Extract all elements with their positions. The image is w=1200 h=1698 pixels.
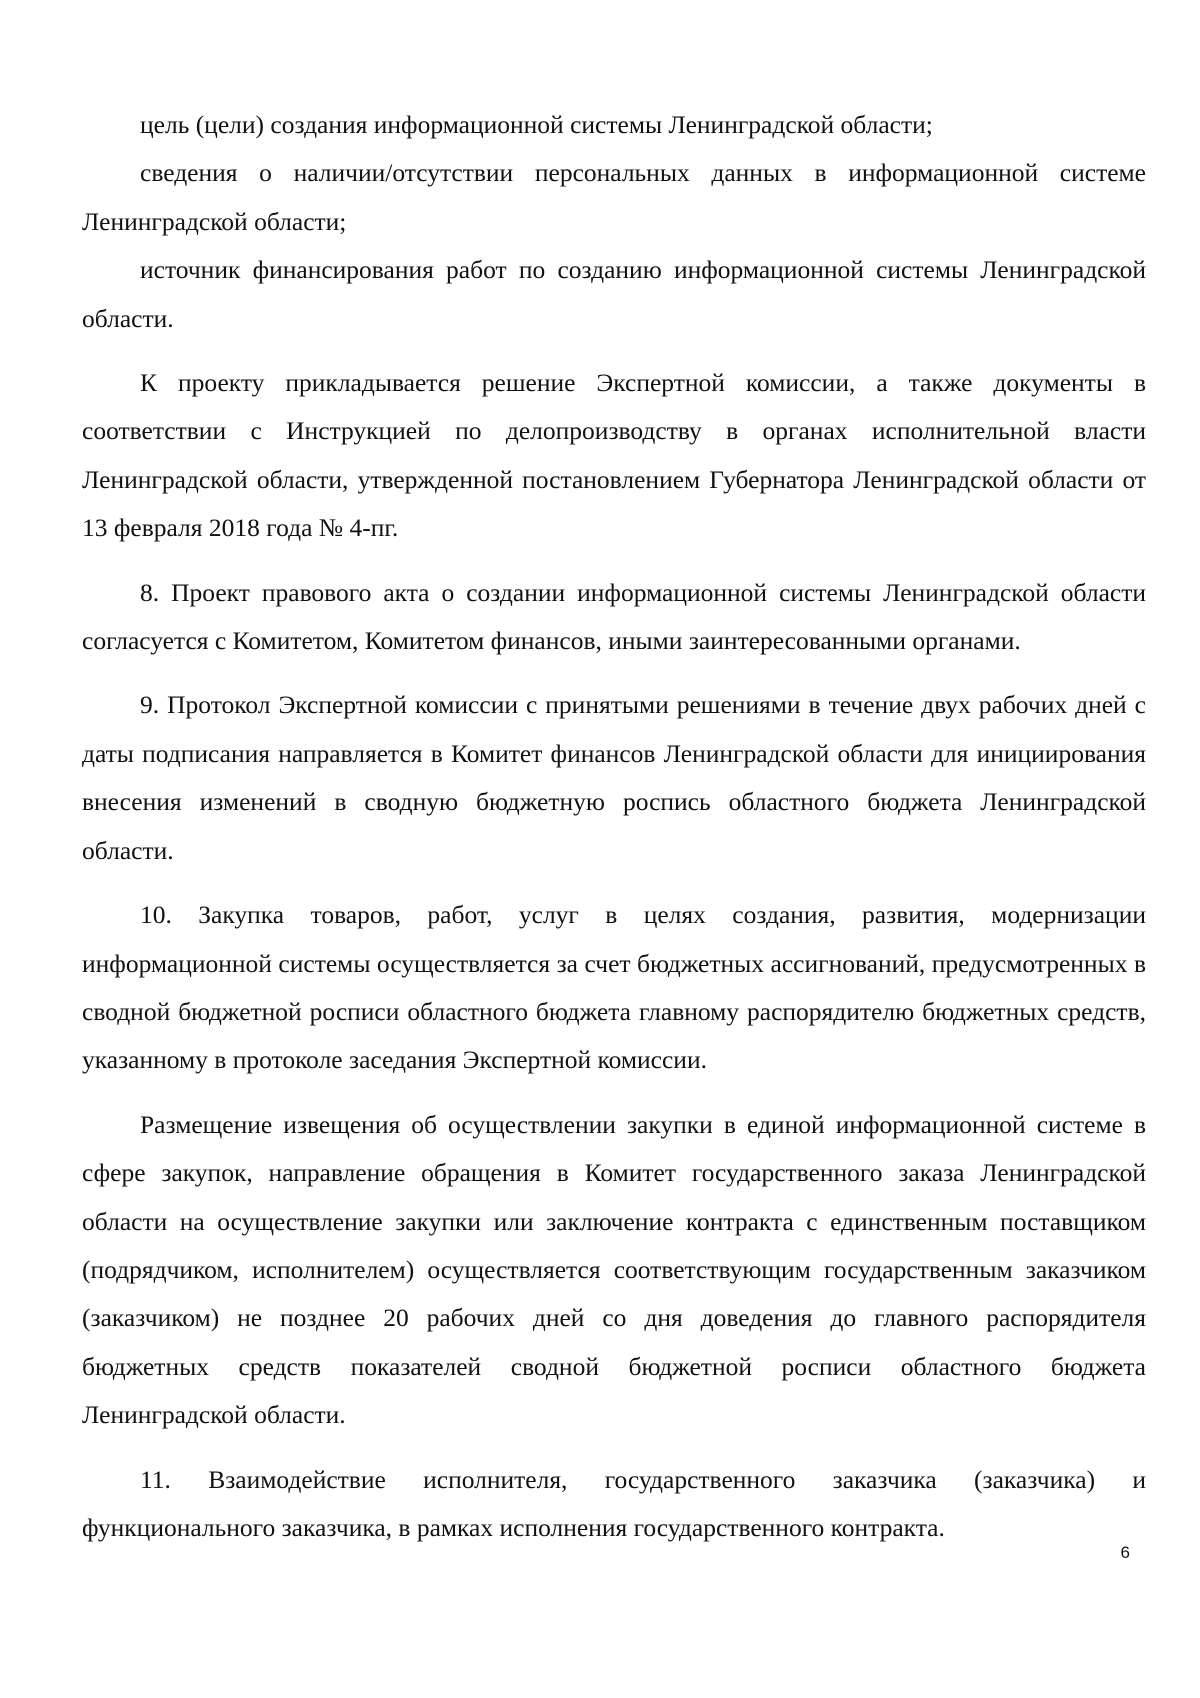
paragraph-item-9: 9. Протокол Экспертной комиссии с принятыми решениями в течение двух рабочих дней с даты подписания направляется в Комитет финансов Ленинградской области для инициирования внесения изменений в сводную бюджетную роспись областного бюджета Ленинградской области.: [82, 690, 1146, 865]
paragraph-item-8: 8. Проект правового акта о создании информационной системы Ленинградской области согласуется с Комитетом, Комитетом финансов, иными заинтересованными органами.: [82, 577, 1146, 656]
document-body: [82, 101, 1146, 1552]
paragraph-personal-data: сведения о наличии/отсутствии персональных данных в информационной системе Ленинградской области;: [82, 158, 1146, 236]
paragraph-system-goal: цель (цели) создания информационной системы Ленинградской области;: [140, 110, 933, 139]
paragraph-item-10: 10. Закупка товаров, работ, услуг в целях создания, развития, модернизации информационной системы осуществляется за счет бюджетных ассигнований, предусмотренных в сводной бюджетной росписи областного бюджета главному распорядителю бюджетных средств, указанному в протоколе заседания Экспертной комиссии.: [82, 900, 1146, 1075]
paragraph-funding-source: источник финансирования работ по созданию информационной системы Ленинградской области.: [82, 255, 1146, 333]
page-number: 6: [1120, 1543, 1130, 1562]
paragraph-project-attachments: К проекту прикладывается решение Экспертной комиссии, а также документы в соответствии с Инструкцией по делопроизводству в органах исполнительной власти Ленинградской области, утвержденной постановлением Губернатора Ленинградской области от 13 февраля 2018 года № 4-пг.: [82, 368, 1146, 543]
paragraph-item-11: 11. Взаимодействие исполнителя, государственного заказчика (заказчика) и функционального заказчика, в рамках исполнения государственного контракта.: [82, 1464, 1146, 1542]
paragraph-procurement-placement: Размещение извещения об осуществлении закупки в единой информационной системе в сфере закупок, направление обращения в Комитет государственного заказа Ленинградской области на осуществление закупки или заключение контракта с единственным поставщиком (подрядчиком, исполнителем) осуществляется соответствующим государственным заказчиком (заказчиком) не позднее 20 рабочих дней со дня доведения до главного распорядителя бюджетных средств показателей сводной бюджетной росписи областного бюджета Ленинградской области.: [82, 1109, 1146, 1430]
